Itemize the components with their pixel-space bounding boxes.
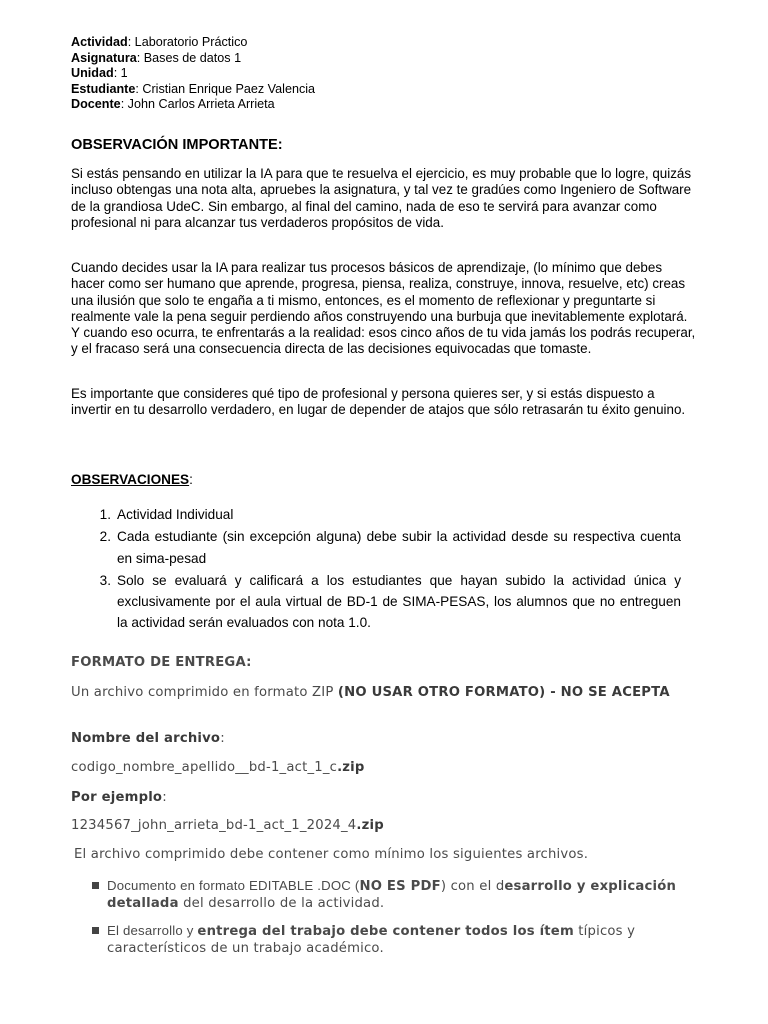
docente-line: Docente: John Carlos Arrieta Arrieta [71,97,275,112]
requirement-bullet-2: El desarrollo y entrega del trabajo debe contener todos los ítem típicos y característicos de un trabajo académico. [92,922,692,957]
must-contain-text: El archivo comprimido debe contener como mínimo los siguientes archivos. [74,847,589,862]
asignatura-line: Asignatura: Bases de datos 1 [71,50,242,65]
important-note-paragraph-1: Si estás pensando en utilizar la IA para que te resuelva el ejercicio, es muy probable que lo logre, quizás incluso obtengas una nota alta, apruebes la asignatura, y tal vez te gradúes como Ingeniero de Software de la grandiosa UdeC. Sin embargo, al final del camino, nada de eso te servirá para avanzar como profesional ni para alcanzar tus verdaderos propósitos de vida. [71,166,692,230]
important-note-title: OBSERVACIÓN IMPORTANTE: [71,137,283,153]
example-file-name: 1234567_john_arrieta_bd-1_act_1_2024_4.zip [71,818,384,833]
list-item: 3. Solo se evaluará y calificará a los estudiantes que hayan subido la actividad única y exclusivamente por el aula virtual de BD-1 de SIMA-PESAS, los alumnos que no entreguen la actividad serán evaluados con nota 1.0. [99,572,681,631]
important-note-paragraph-2: Cuando decides usar la IA para realizar tus procesos básicos de aprendizaje, (lo mínimo que debes hacer como ser humano que aprende, progresa, piensa, realiza, construye, innova, resuelve, etc) creas una ilusión que solo te engaña a ti mismo, entonces, es el momento de reflexionar y preguntarte si realmente vale la pena seguir perdiendo años construyendo una burbuja que inevitablemente explotará. Y cuando eso ocurra, te enfrentarás a la realidad: esos cinco años de tu vida jamás los podrás recuperar, y el fracaso será una consecuencia directa de las decisiones equivocadas que tomaste. [71,260,696,357]
actividad-line: Actividad: Laboratorio Práctico [71,35,248,49]
file-name-label: Nombre del archivo: [71,731,225,746]
important-note-paragraph-3: Es importante que consideres qué tipo de profesional y persona quieres ser, y si estás dispuesto a invertir en tu desarrollo verdadero, en lugar de depender de atajos que sólo retrasarán tu éxito genuino. [71,386,686,418]
delivery-format-title: FORMATO DE ENTREGA: [71,655,252,670]
observaciones-heading: OBSERVACIONES: [71,472,193,487]
observaciones-list [71,504,681,635]
file-name-pattern: codigo_nombre_apellido__bd-1_act_1_c.zip [71,760,365,775]
list-item: 2. Cada estudiante (sin excepción alguna) debe subir la actividad desde su respectiva cuenta en sima-pesad [99,529,681,566]
square-bullet-icon [92,882,99,889]
list-item: 1. Actividad Individual [99,507,234,522]
delivery-format-line: Un archivo comprimido en formato ZIP (NO USAR OTRO FORMATO) - NO SE ACEPTA [71,685,670,700]
estudiante-line: Estudiante: Cristian Enrique Paez Valencia [71,81,316,96]
unidad-line: Unidad: 1 [71,66,128,81]
square-bullet-icon [92,927,99,934]
requirement-bullet-1: Documento en formato EDITABLE .DOC (NO ES PDF) con el desarrollo y explicación detallada del desarrollo de la actividad. [92,877,692,912]
example-label: Por ejemplo: [71,790,167,805]
document-header [71,35,315,113]
